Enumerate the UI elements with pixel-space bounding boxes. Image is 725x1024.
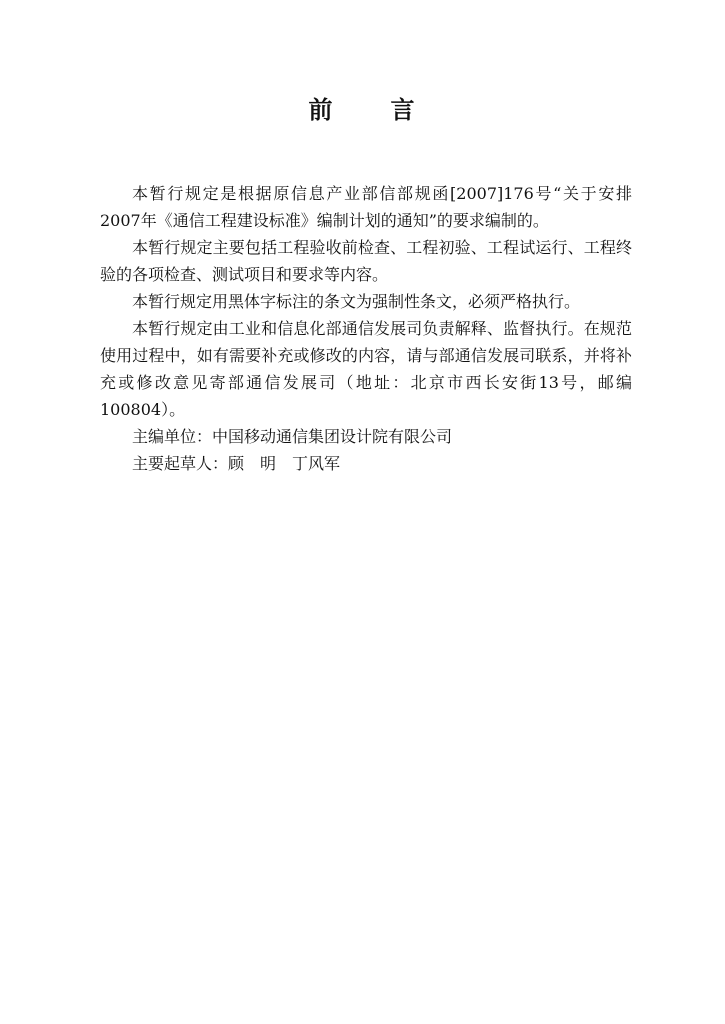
title-char-2: 言 — [390, 95, 417, 124]
editor-unit: 主编单位：中国移动通信集团设计院有限公司 — [132, 427, 453, 446]
paragraph-basis: 本暂行规定是根据原信息产业部信部规函[2007]176号“关于安排2007年《通信工程建设标准》编制计划的通知”的要求编制的。 — [100, 184, 632, 230]
paragraph-scope: 本暂行规定主要包括工程验收前检查、工程初验、工程试运行、工程终验的各项检查、测试项目和要求等内容。 — [100, 238, 632, 284]
paragraph-mandatory: 本暂行规定用黑体字标注的条文为强制性条文，必须严格执行。 — [132, 292, 581, 311]
paragraph-interpretation: 本暂行规定由工业和信息化部通信发展司负责解释、监督执行。在规范使用过程中，如有需要补充或修改的内容，请与部通信发展司联系，并将补充或修改意见寄部通信发展司（地址：北京市西长安街13号，邮编100804）。 — [100, 319, 632, 419]
page-title — [0, 90, 725, 125]
preface-body — [100, 180, 632, 477]
title-char-1: 前 — [308, 95, 335, 124]
main-drafters: 主要起草人：顾 明 丁风军 — [132, 454, 341, 473]
